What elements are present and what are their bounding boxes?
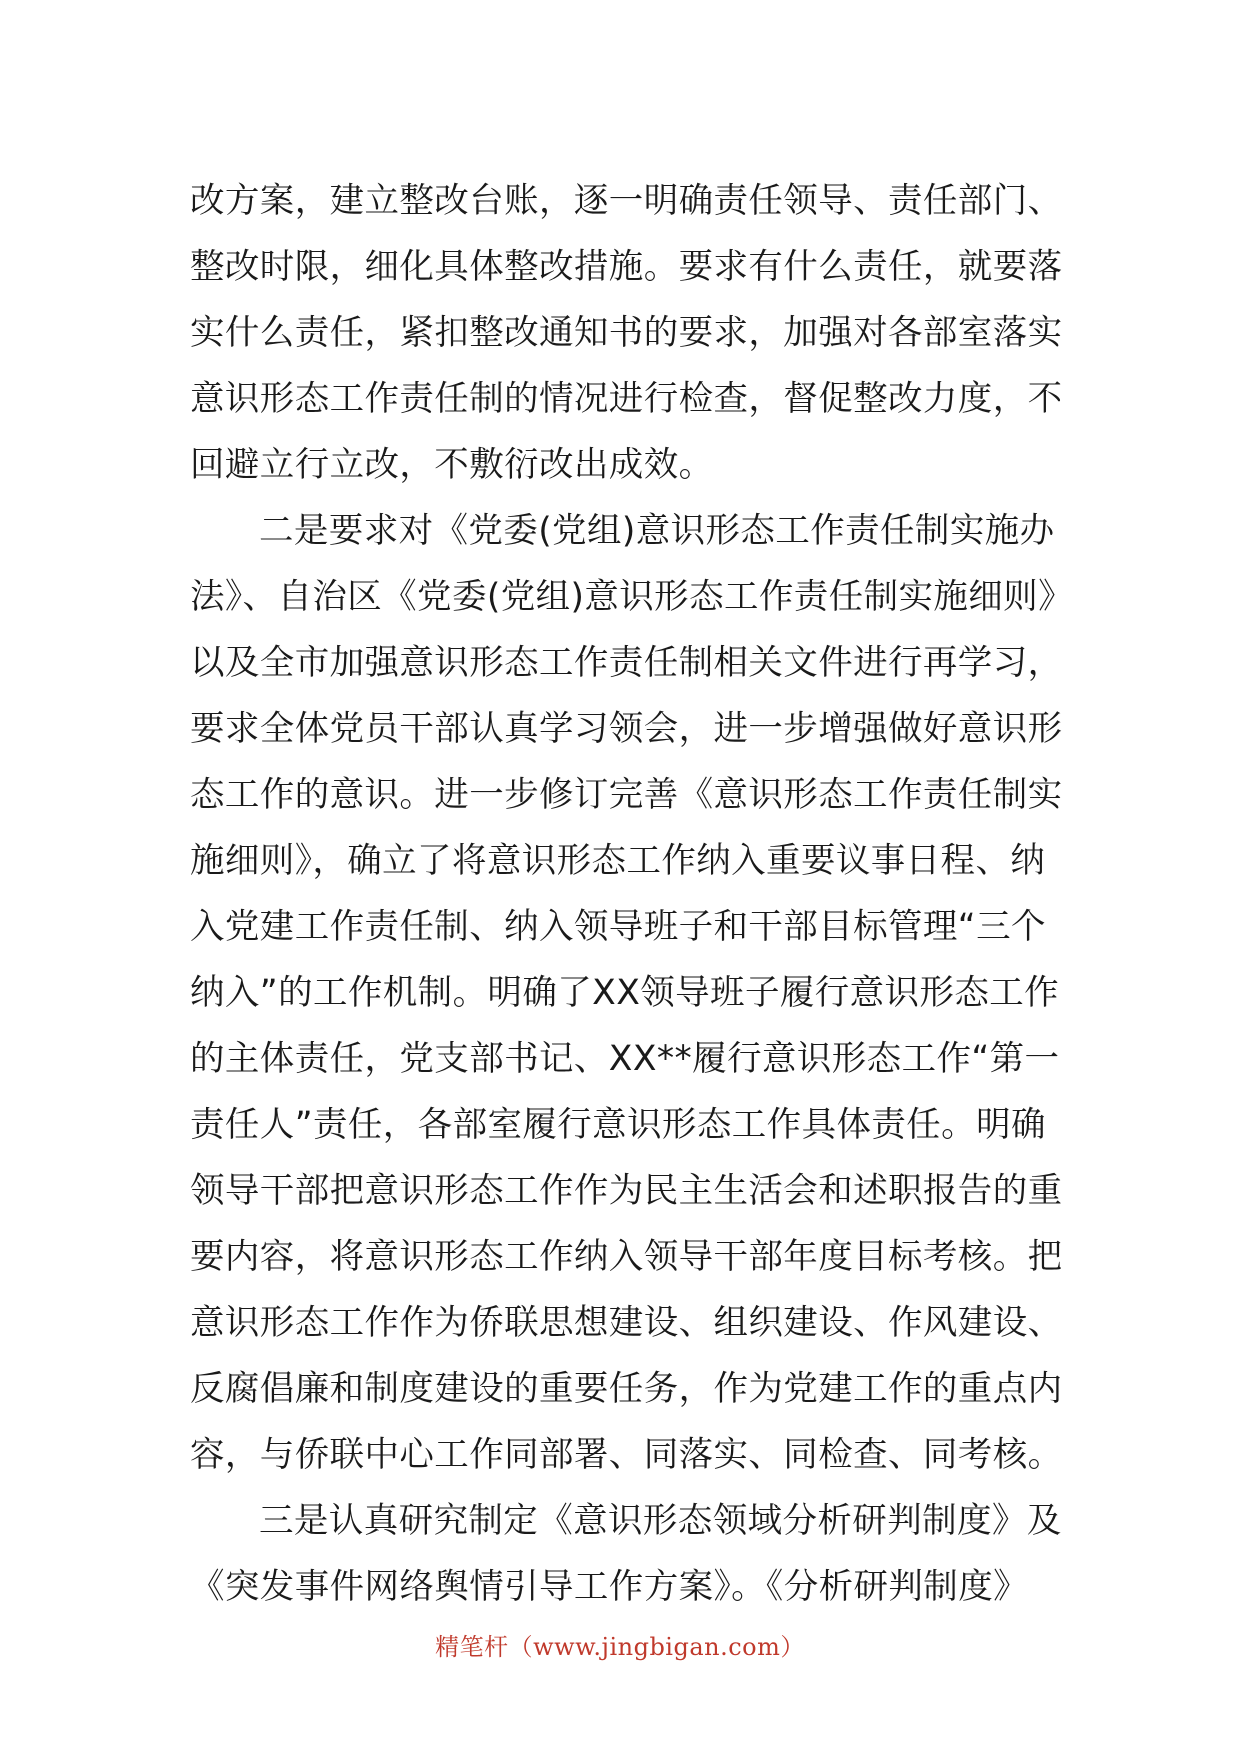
text-line: 态工作的意识。进一步修订完善《意识形态工作责任制实 [190,775,1063,815]
text-line: 入党建工作责任制、纳入领导班子和干部目标管理“三个 [190,907,1046,947]
text-line: 意识形态工作作为侨联思想建设、组织建设、作风建设、 [190,1303,1063,1343]
text-line: 反腐倡廉和制度建设的重要任务，作为党建工作的重点内 [190,1369,1063,1409]
text-line: 纳入”的工作机制。明确了XX领导班子履行意识形态工作 [190,973,1060,1013]
paragraph-start-line: 二是要求对《党委(党组)意识形态工作责任制实施办 [259,511,1055,551]
text-line: 实什么责任，紧扣整改通知书的要求，加强对各部室落实 [190,313,1063,353]
text-line: 要内容，将意识形态工作纳入领导干部年度目标考核。把 [190,1237,1063,1277]
paragraph-start-line: 三是认真研究制定《意识形态领域分析研判制度》及 [259,1501,1062,1541]
text-line: 的主体责任，党支部书记、XX**履行意识形态工作“第一 [190,1039,1060,1079]
text-line: 法》、自治区《党委(党组)意识形态工作责任制实施细则》 [190,577,1073,617]
text-line: 整改时限，细化具体整改措施。要求有什么责任，就要落 [190,247,1063,287]
text-line: 容，与侨联中心工作同部署、同落实、同检查、同考核。 [190,1435,1063,1475]
text-line: 要求全体党员干部认真学习领会，进一步增强做好意识形 [190,709,1063,749]
text-line: 回避立行立改，不敷衍改出成效。 [190,445,714,485]
document-body [190,168,1073,1620]
text-line: 施细则》，确立了将意识形态工作纳入重要议事日程、纳 [190,841,1046,881]
text-line: 以及全市加强意识形态工作责任制相关文件进行再学习， [190,643,1063,683]
text-line: 意识形态工作责任制的情况进行检查，督促整改力度，不 [190,379,1063,419]
text-line: 《突发事件网络舆情引导工作方案》。《分析研判制度》 [190,1567,1028,1607]
text-line: 责任人”责任，各部室履行意识形态工作具体责任。明确 [190,1105,1046,1145]
footer-watermark: 精笔杆（www.jingbigan.com） [435,1633,805,1661]
text-line: 改方案，建立整改台账，逐一明确责任领导、责任部门、 [190,181,1063,221]
text-line: 领导干部把意识形态工作作为民主生活会和述职报告的重 [190,1171,1063,1211]
